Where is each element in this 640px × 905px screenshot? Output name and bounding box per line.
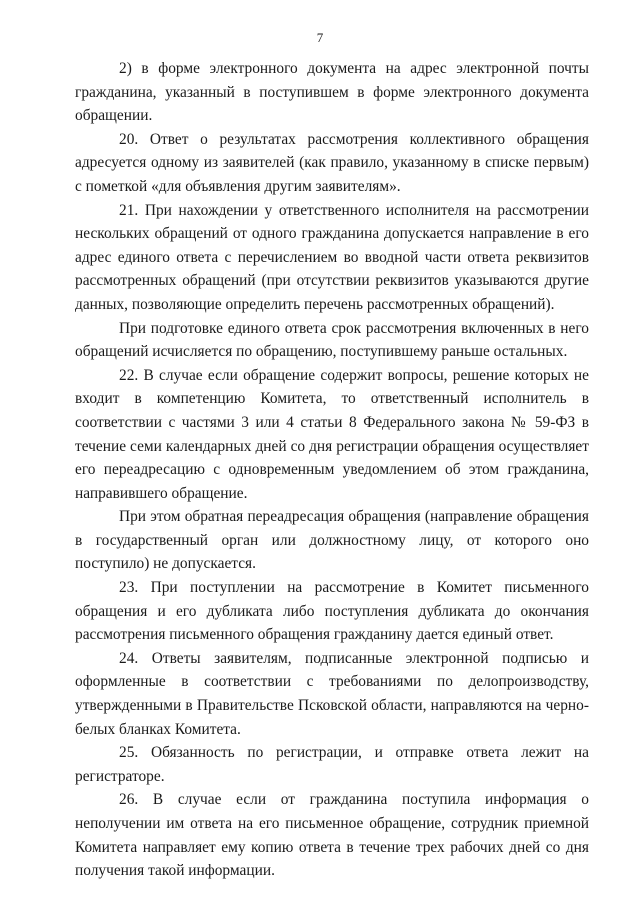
paragraph-24: 24. Ответы заявителям, подписанные электронной подписью и оформленные в соответствии с требованиями по делопроизводству, утвержденными в Правительстве Псковской области, направляются на черно-белых бланках Комитета. — [75, 649, 589, 738]
paragraph-21: 21. При нахождении у ответственного исполнителя на рассмотрении нескольких обращений от одного гражданина допускается направление в его адрес единого ответа с перечислением во вводной части ответа реквизитов рассмотренных обращений (при отсутствии реквизитов указываются другие данных, позволяющие определить перечень рассмотренных обращений). — [75, 201, 589, 313]
paragraph-23: 23. При поступлении на рассмотрение в Комитет письменного обращения и его дубликата либо поступления дубликата до окончания рассмотрения письменного обращения гражданину дается единый ответ. — [75, 579, 589, 644]
paragraph-25: 25. Обязанность по регистрации, и отправке ответа лежит на регистраторе. — [75, 744, 589, 785]
paragraph-item-2-email: 2) в форме электронного документа на адрес электронной почты гражданина, указанный в поступившем в форме электронного документа обращении. — [75, 60, 589, 125]
paragraph-26: 26. В случае если от гражданина поступила информация о неполучении им ответа на его письменное обращение, сотрудник приемной Комитета направляет ему копию ответа в течение трех рабочих дней со дня получения такой информации. — [75, 791, 589, 880]
paragraph-21-continued: При подготовке единого ответа срок рассмотрения включенных в него обращений исчисляется по обращению, поступившему раньше остальных. — [75, 319, 589, 361]
paragraph-20: 20. Ответ о результатах рассмотрения коллективного обращения адресуется одному из заявителей (как правило, указанному в списке первым) с пометкой «для объявления другим заявителям». — [75, 130, 589, 195]
paragraph-22-continued: При этом обратная переадресация обращения (направление обращения в государственный орган или должностному лицу, от которого оно поступило) не допускается. — [75, 508, 589, 573]
paragraph-22: 22. В случае если обращение содержит вопросы, решение которых не входит в компетенцию Комитета, то ответственный исполнитель в соответствии с частями 3 или 4 статьи 8 Федерального закона № 59-ФЗ в течение семи календарных дней со дня регистрации обращения осуществляет его переадресацию с одновременным уведомлением об этом гражданина, направившего обращение. — [75, 366, 589, 502]
page-number: 7 — [316, 30, 324, 45]
document-body — [75, 57, 589, 883]
